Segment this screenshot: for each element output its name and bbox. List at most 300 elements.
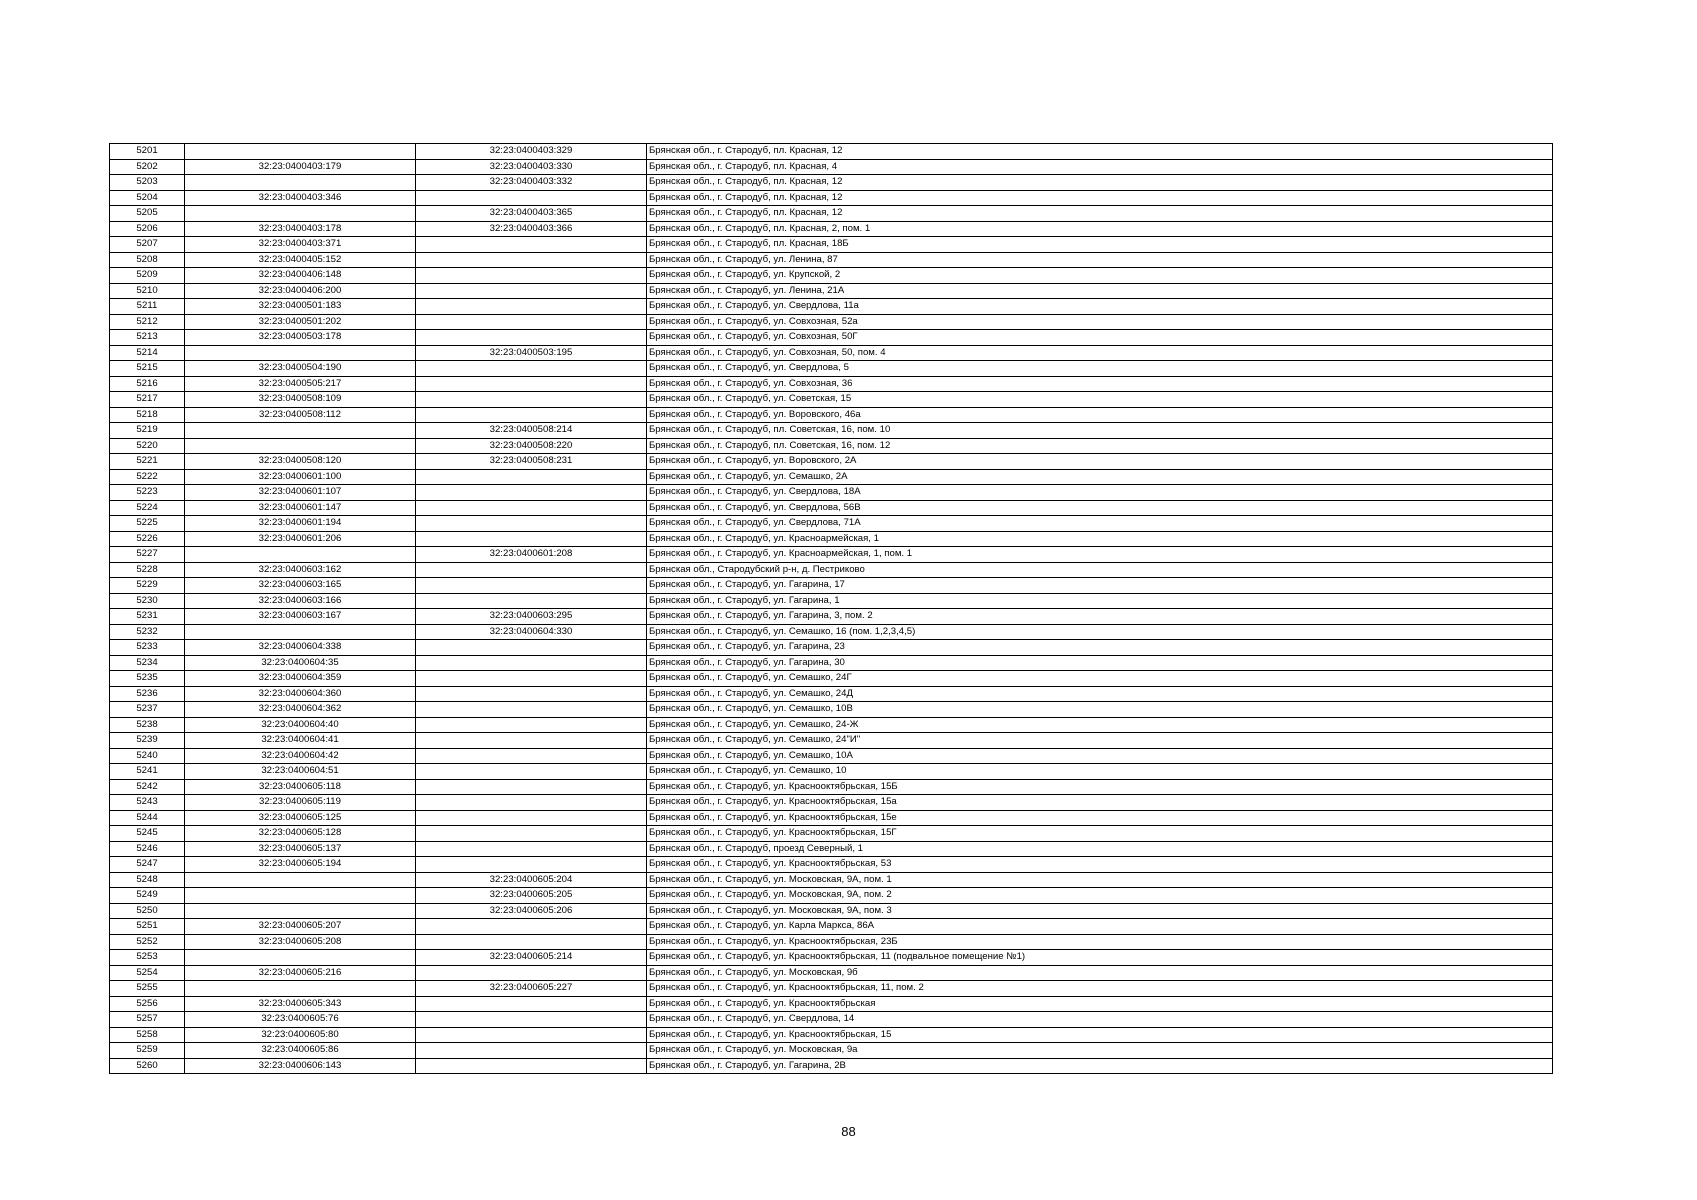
address-cell: Брянская обл., г. Стародуб, ул. Краснооктябрьская, 15Б [647, 779, 1553, 795]
land-cadastral-number-cell [185, 423, 416, 439]
row-number-cell: 5216 [110, 376, 185, 392]
address-cell: Брянская обл., г. Стародуб, ул. Карла Маркса, 86А [647, 919, 1553, 935]
row-number-cell: 5251 [110, 919, 185, 935]
building-cadastral-number-cell [416, 376, 647, 392]
row-number-cell: 5248 [110, 872, 185, 888]
row-number-cell: 5219 [110, 423, 185, 439]
table-row [110, 981, 1553, 997]
address-cell: Брянская обл., г. Стародуб, ул. Семашко, 16 (пом. 1,2,3,4,5) [647, 624, 1553, 640]
row-number-cell: 5203 [110, 175, 185, 191]
land-cadastral-number-cell [185, 888, 416, 904]
building-cadastral-number-cell: 32:23:0400508:220 [416, 438, 647, 454]
page-number: 88 [841, 1124, 856, 1139]
building-cadastral-number-cell [416, 268, 647, 284]
land-cadastral-number-cell: 32:23:0400601:147 [185, 500, 416, 516]
row-number-cell: 5217 [110, 392, 185, 408]
table-row [110, 547, 1553, 563]
row-number-cell: 5233 [110, 640, 185, 656]
address-cell: Брянская обл., г. Стародуб, ул. Семашко, 24-Ж [647, 717, 1553, 733]
row-number-cell: 5243 [110, 795, 185, 811]
land-cadastral-number-cell [185, 872, 416, 888]
address-cell: Брянская обл., г. Стародуб, ул. Московская, 9А, пом. 3 [647, 903, 1553, 919]
address-cell: Брянская обл., г. Стародуб, пл. Советская, 16, пом. 10 [647, 423, 1553, 439]
row-number-cell: 5208 [110, 252, 185, 268]
building-cadastral-number-cell: 32:23:0400605:205 [416, 888, 647, 904]
row-number-cell: 5247 [110, 857, 185, 873]
table-row [110, 345, 1553, 361]
table-row [110, 159, 1553, 175]
building-cadastral-number-cell [416, 733, 647, 749]
building-cadastral-number-cell [416, 314, 647, 330]
land-cadastral-number-cell: 32:23:0400605:207 [185, 919, 416, 935]
row-number-cell: 5239 [110, 733, 185, 749]
address-cell: Брянская обл., г. Стародуб, пл. Красная, 12 [647, 175, 1553, 191]
table-row [110, 841, 1553, 857]
land-cadastral-number-cell: 32:23:0400403:371 [185, 237, 416, 253]
land-cadastral-number-cell: 32:23:0400508:109 [185, 392, 416, 408]
building-cadastral-number-cell: 32:23:0400601:208 [416, 547, 647, 563]
building-cadastral-number-cell [416, 810, 647, 826]
land-cadastral-number-cell [185, 438, 416, 454]
land-cadastral-number-cell: 32:23:0400605:208 [185, 934, 416, 950]
land-cadastral-number-cell: 32:23:0400604:41 [185, 733, 416, 749]
building-cadastral-number-cell [416, 531, 647, 547]
row-number-cell: 5209 [110, 268, 185, 284]
building-cadastral-number-cell [416, 283, 647, 299]
row-number-cell: 5213 [110, 330, 185, 346]
building-cadastral-number-cell: 32:23:0400403:329 [416, 144, 647, 160]
address-cell: Брянская обл., г. Стародуб, ул. Семашко, 24Д [647, 686, 1553, 702]
table-row [110, 671, 1553, 687]
address-cell: Брянская обл., г. Стародуб, пл. Красная, 18Б [647, 237, 1553, 253]
building-cadastral-number-cell [416, 686, 647, 702]
table-row [110, 1027, 1553, 1043]
table-row [110, 609, 1553, 625]
row-number-cell: 5207 [110, 237, 185, 253]
land-cadastral-number-cell: 32:23:0400501:183 [185, 299, 416, 315]
address-cell: Брянская обл., г. Стародуб, ул. Семашко, 24"И" [647, 733, 1553, 749]
land-cadastral-number-cell: 32:23:0400508:112 [185, 407, 416, 423]
row-number-cell: 5214 [110, 345, 185, 361]
table-row [110, 857, 1553, 873]
row-number-cell: 5228 [110, 562, 185, 578]
land-cadastral-number-cell: 32:23:0400601:107 [185, 485, 416, 501]
row-number-cell: 5234 [110, 655, 185, 671]
building-cadastral-number-cell [416, 671, 647, 687]
address-cell: Брянская обл., г. Стародуб, ул. Краснооктябрьская, 11, пом. 2 [647, 981, 1553, 997]
land-cadastral-number-cell [185, 175, 416, 191]
table-row [110, 485, 1553, 501]
address-cell: Брянская обл., г. Стародуб, ул. Краснооктябрьская, 15 [647, 1027, 1553, 1043]
land-cadastral-number-cell [185, 950, 416, 966]
table-row [110, 407, 1553, 423]
building-cadastral-number-cell [416, 748, 647, 764]
table-row [110, 934, 1553, 950]
land-cadastral-number-cell: 32:23:0400503:178 [185, 330, 416, 346]
address-cell: Брянская обл., г. Стародуб, ул. Свердлова, 11а [647, 299, 1553, 315]
address-cell: Брянская обл., г. Стародуб, ул. Совхозная, 36 [647, 376, 1553, 392]
row-number-cell: 5205 [110, 206, 185, 222]
building-cadastral-number-cell [416, 934, 647, 950]
address-cell: Брянская обл., г. Стародуб, ул. Ленина, 21А [647, 283, 1553, 299]
building-cadastral-number-cell [416, 330, 647, 346]
row-number-cell: 5204 [110, 190, 185, 206]
address-cell: Брянская обл., г. Стародуб, ул. Свердлова, 5 [647, 361, 1553, 377]
table-row [110, 655, 1553, 671]
table-row [110, 376, 1553, 392]
table-row [110, 872, 1553, 888]
building-cadastral-number-cell [416, 826, 647, 842]
table-row [110, 330, 1553, 346]
table-row [110, 919, 1553, 935]
table-row [110, 795, 1553, 811]
building-cadastral-number-cell [416, 190, 647, 206]
land-cadastral-number-cell [185, 144, 416, 160]
building-cadastral-number-cell: 32:23:0400403:365 [416, 206, 647, 222]
land-cadastral-number-cell: 32:23:0400505:217 [185, 376, 416, 392]
table-row [110, 764, 1553, 780]
table-row [110, 562, 1553, 578]
address-cell: Брянская обл., г. Стародуб, ул. Краснооктябрьская, 15а [647, 795, 1553, 811]
table-row [110, 252, 1553, 268]
land-cadastral-number-cell: 32:23:0400403:346 [185, 190, 416, 206]
table-row [110, 810, 1553, 826]
building-cadastral-number-cell [416, 237, 647, 253]
address-cell: Брянская обл., г. Стародуб, ул. Краснооктябрьская, 15е [647, 810, 1553, 826]
building-cadastral-number-cell [416, 1012, 647, 1028]
land-cadastral-number-cell [185, 903, 416, 919]
land-cadastral-number-cell: 32:23:0400605:194 [185, 857, 416, 873]
land-cadastral-number-cell: 32:23:0400605:125 [185, 810, 416, 826]
table-row [110, 392, 1553, 408]
land-cadastral-number-cell: 32:23:0400601:194 [185, 516, 416, 532]
address-cell: Брянская обл., г. Стародуб, ул. Московская, 9А, пом. 1 [647, 872, 1553, 888]
land-cadastral-number-cell: 32:23:0400601:100 [185, 469, 416, 485]
building-cadastral-number-cell [416, 516, 647, 532]
building-cadastral-number-cell [416, 252, 647, 268]
address-cell: Брянская обл., г. Стародуб, ул. Красноармейская, 1, пом. 1 [647, 547, 1553, 563]
table-row [110, 624, 1553, 640]
building-cadastral-number-cell [416, 485, 647, 501]
address-cell: Брянская обл., г. Стародуб, ул. Гагарина, 3, пом. 2 [647, 609, 1553, 625]
land-cadastral-number-cell: 32:23:0400604:40 [185, 717, 416, 733]
address-cell: Брянская обл., г. Стародуб, проезд Северный, 1 [647, 841, 1553, 857]
table-row [110, 268, 1553, 284]
table-row [110, 686, 1553, 702]
table-row [110, 996, 1553, 1012]
row-number-cell: 5242 [110, 779, 185, 795]
land-cadastral-number-cell: 32:23:0400508:120 [185, 454, 416, 470]
row-number-cell: 5220 [110, 438, 185, 454]
address-cell: Брянская обл., г. Стародуб, пл. Красная, 2, пом. 1 [647, 221, 1553, 237]
address-cell: Брянская обл., г. Стародуб, пл. Советская, 16, пом. 12 [647, 438, 1553, 454]
address-cell: Брянская обл., г. Стародуб, ул. Совхозная, 52а [647, 314, 1553, 330]
row-number-cell: 5257 [110, 1012, 185, 1028]
address-cell: Брянская обл., г. Стародуб, пл. Красная, 12 [647, 144, 1553, 160]
building-cadastral-number-cell [416, 407, 647, 423]
table-row [110, 965, 1553, 981]
address-cell: Брянская обл., г. Стародуб, ул. Свердлова, 18А [647, 485, 1553, 501]
land-cadastral-number-cell [185, 547, 416, 563]
building-cadastral-number-cell [416, 965, 647, 981]
building-cadastral-number-cell [416, 361, 647, 377]
land-cadastral-number-cell: 32:23:0400403:178 [185, 221, 416, 237]
land-cadastral-number-cell: 32:23:0400605:118 [185, 779, 416, 795]
address-cell: Брянская обл., г. Стародуб, ул. Краснооктябрьская, 53 [647, 857, 1553, 873]
table-row [110, 702, 1553, 718]
row-number-cell: 5221 [110, 454, 185, 470]
address-cell: Брянская обл., г. Стародуб, ул. Семашко, 10 [647, 764, 1553, 780]
building-cadastral-number-cell: 32:23:0400503:195 [416, 345, 647, 361]
address-cell: Брянская обл., г. Стародуб, ул. Московская, 9А, пом. 2 [647, 888, 1553, 904]
address-cell: Брянская обл., г. Стародуб, ул. Семашко, 10В [647, 702, 1553, 718]
land-cadastral-number-cell [185, 206, 416, 222]
building-cadastral-number-cell [416, 795, 647, 811]
row-number-cell: 5256 [110, 996, 185, 1012]
building-cadastral-number-cell [416, 764, 647, 780]
building-cadastral-number-cell [416, 919, 647, 935]
building-cadastral-number-cell [416, 1043, 647, 1059]
table-row [110, 361, 1553, 377]
building-cadastral-number-cell: 32:23:0400605:214 [416, 950, 647, 966]
address-cell: Брянская обл., г. Стародуб, ул. Гагарина, 1 [647, 593, 1553, 609]
building-cadastral-number-cell [416, 702, 647, 718]
building-cadastral-number-cell [416, 857, 647, 873]
row-number-cell: 5210 [110, 283, 185, 299]
land-cadastral-number-cell: 32:23:0400605:119 [185, 795, 416, 811]
land-cadastral-number-cell: 32:23:0400606:143 [185, 1058, 416, 1074]
table-row [110, 237, 1553, 253]
building-cadastral-number-cell [416, 841, 647, 857]
table-row [110, 1043, 1553, 1059]
land-cadastral-number-cell: 32:23:0400603:166 [185, 593, 416, 609]
table-row [110, 283, 1553, 299]
land-cadastral-number-cell [185, 981, 416, 997]
building-cadastral-number-cell [416, 578, 647, 594]
address-cell: Брянская обл., г. Стародуб, ул. Семашко, 24Г [647, 671, 1553, 687]
building-cadastral-number-cell [416, 500, 647, 516]
row-number-cell: 5229 [110, 578, 185, 594]
row-number-cell: 5240 [110, 748, 185, 764]
address-cell: Брянская обл., г. Стародуб, ул. Советская, 15 [647, 392, 1553, 408]
land-cadastral-number-cell: 32:23:0400501:202 [185, 314, 416, 330]
land-cadastral-number-cell: 32:23:0400605:343 [185, 996, 416, 1012]
land-cadastral-number-cell: 32:23:0400603:165 [185, 578, 416, 594]
address-cell: Брянская обл., г. Стародуб, ул. Краснооктябрьская, 15Г [647, 826, 1553, 842]
table-row [110, 1058, 1553, 1074]
building-cadastral-number-cell [416, 1027, 647, 1043]
table-row [110, 733, 1553, 749]
building-cadastral-number-cell: 32:23:0400603:295 [416, 609, 647, 625]
land-cadastral-number-cell: 32:23:0400604:338 [185, 640, 416, 656]
row-number-cell: 5212 [110, 314, 185, 330]
address-cell: Брянская обл., г. Стародуб, ул. Краснооктябрьская, 23Б [647, 934, 1553, 950]
building-cadastral-number-cell [416, 593, 647, 609]
row-number-cell: 5255 [110, 981, 185, 997]
table-row [110, 438, 1553, 454]
land-cadastral-number-cell: 32:23:0400405:152 [185, 252, 416, 268]
building-cadastral-number-cell [416, 469, 647, 485]
address-cell: Брянская обл., г. Стародуб, ул. Воровского, 46а [647, 407, 1553, 423]
row-number-cell: 5226 [110, 531, 185, 547]
address-cell: Брянская обл., г. Стародуб, пл. Красная, 12 [647, 206, 1553, 222]
row-number-cell: 5236 [110, 686, 185, 702]
row-number-cell: 5224 [110, 500, 185, 516]
table-row [110, 144, 1553, 160]
land-cadastral-number-cell: 32:23:0400605:137 [185, 841, 416, 857]
row-number-cell: 5225 [110, 516, 185, 532]
row-number-cell: 5258 [110, 1027, 185, 1043]
land-cadastral-number-cell: 32:23:0400601:206 [185, 531, 416, 547]
row-number-cell: 5253 [110, 950, 185, 966]
address-cell: Брянская обл., г. Стародуб, ул. Московская, 9а [647, 1043, 1553, 1059]
row-number-cell: 5249 [110, 888, 185, 904]
table-row [110, 950, 1553, 966]
land-cadastral-number-cell: 32:23:0400603:167 [185, 609, 416, 625]
building-cadastral-number-cell: 32:23:0400605:206 [416, 903, 647, 919]
address-cell: Брянская обл., г. Стародуб, ул. Семашко, 10А [647, 748, 1553, 764]
row-number-cell: 5254 [110, 965, 185, 981]
row-number-cell: 5241 [110, 764, 185, 780]
address-cell: Брянская обл., г. Стародуб, ул. Свердлова, 71А [647, 516, 1553, 532]
land-cadastral-number-cell: 32:23:0400604:42 [185, 748, 416, 764]
table-row [110, 578, 1553, 594]
address-cell: Брянская обл., г. Стародуб, ул. Краснооктябрьская [647, 996, 1553, 1012]
table-row [110, 1012, 1553, 1028]
row-number-cell: 5215 [110, 361, 185, 377]
land-cadastral-number-cell: 32:23:0400403:179 [185, 159, 416, 175]
row-number-cell: 5260 [110, 1058, 185, 1074]
table-row [110, 500, 1553, 516]
row-number-cell: 5232 [110, 624, 185, 640]
building-cadastral-number-cell [416, 1058, 647, 1074]
address-cell: Брянская обл., Стародубский р-н, д. Пестриково [647, 562, 1553, 578]
row-number-cell: 5201 [110, 144, 185, 160]
land-cadastral-number-cell: 32:23:0400406:200 [185, 283, 416, 299]
address-cell: Брянская обл., г. Стародуб, ул. Свердлова, 56В [647, 500, 1553, 516]
building-cadastral-number-cell: 32:23:0400508:231 [416, 454, 647, 470]
table-row [110, 175, 1553, 191]
building-cadastral-number-cell [416, 717, 647, 733]
land-cadastral-number-cell: 32:23:0400605:86 [185, 1043, 416, 1059]
row-number-cell: 5230 [110, 593, 185, 609]
address-cell: Брянская обл., г. Стародуб, ул. Гагарина, 30 [647, 655, 1553, 671]
address-cell: Брянская обл., г. Стародуб, ул. Краснооктябрьская, 11 (подвальное помещение №1) [647, 950, 1553, 966]
row-number-cell: 5252 [110, 934, 185, 950]
address-cell: Брянская обл., г. Стародуб, ул. Крупской, 2 [647, 268, 1553, 284]
table-row [110, 826, 1553, 842]
land-cadastral-number-cell: 32:23:0400406:148 [185, 268, 416, 284]
building-cadastral-number-cell [416, 392, 647, 408]
row-number-cell: 5206 [110, 221, 185, 237]
table-row [110, 454, 1553, 470]
address-cell: Брянская обл., г. Стародуб, ул. Московская, 9б [647, 965, 1553, 981]
land-cadastral-number-cell [185, 345, 416, 361]
land-cadastral-number-cell: 32:23:0400605:76 [185, 1012, 416, 1028]
table-row [110, 717, 1553, 733]
row-number-cell: 5227 [110, 547, 185, 563]
row-number-cell: 5231 [110, 609, 185, 625]
row-number-cell: 5218 [110, 407, 185, 423]
land-cadastral-number-cell: 32:23:0400605:80 [185, 1027, 416, 1043]
row-number-cell: 5246 [110, 841, 185, 857]
address-cell: Брянская обл., г. Стародуб, ул. Гагарина, 23 [647, 640, 1553, 656]
registry-table-body [110, 144, 1553, 1074]
row-number-cell: 5244 [110, 810, 185, 826]
address-cell: Брянская обл., г. Стародуб, ул. Совхозная, 50, пом. 4 [647, 345, 1553, 361]
row-number-cell: 5211 [110, 299, 185, 315]
table-row [110, 779, 1553, 795]
address-cell: Брянская обл., г. Стародуб, ул. Свердлова, 14 [647, 1012, 1553, 1028]
address-cell: Брянская обл., г. Стародуб, пл. Красная, 4 [647, 159, 1553, 175]
building-cadastral-number-cell [416, 779, 647, 795]
address-cell: Брянская обл., г. Стародуб, ул. Воровского, 2А [647, 454, 1553, 470]
table-row [110, 299, 1553, 315]
land-cadastral-number-cell: 32:23:0400605:128 [185, 826, 416, 842]
land-cadastral-number-cell: 32:23:0400605:216 [185, 965, 416, 981]
land-cadastral-number-cell: 32:23:0400603:162 [185, 562, 416, 578]
building-cadastral-number-cell: 32:23:0400403:366 [416, 221, 647, 237]
table-row [110, 531, 1553, 547]
table-row [110, 748, 1553, 764]
building-cadastral-number-cell: 32:23:0400605:227 [416, 981, 647, 997]
address-cell: Брянская обл., г. Стародуб, ул. Красноармейская, 1 [647, 531, 1553, 547]
land-cadastral-number-cell [185, 624, 416, 640]
table-row [110, 423, 1553, 439]
registry-table [109, 143, 1553, 1074]
table-row [110, 903, 1553, 919]
table-row [110, 469, 1553, 485]
table-row [110, 640, 1553, 656]
land-cadastral-number-cell: 32:23:0400604:51 [185, 764, 416, 780]
table-row [110, 190, 1553, 206]
building-cadastral-number-cell [416, 299, 647, 315]
table-row [110, 516, 1553, 532]
table-row [110, 206, 1553, 222]
building-cadastral-number-cell: 32:23:0400403:332 [416, 175, 647, 191]
row-number-cell: 5250 [110, 903, 185, 919]
table-row [110, 888, 1553, 904]
building-cadastral-number-cell: 32:23:0400508:214 [416, 423, 647, 439]
address-cell: Брянская обл., г. Стародуб, ул. Ленина, 87 [647, 252, 1553, 268]
land-cadastral-number-cell: 32:23:0400604:362 [185, 702, 416, 718]
address-cell: Брянская обл., г. Стародуб, ул. Семашко, 2А [647, 469, 1553, 485]
row-number-cell: 5245 [110, 826, 185, 842]
table-row [110, 314, 1553, 330]
row-number-cell: 5259 [110, 1043, 185, 1059]
row-number-cell: 5222 [110, 469, 185, 485]
table-row [110, 221, 1553, 237]
row-number-cell: 5237 [110, 702, 185, 718]
address-cell: Брянская обл., г. Стародуб, ул. Совхозная, 50Г [647, 330, 1553, 346]
building-cadastral-number-cell [416, 996, 647, 1012]
land-cadastral-number-cell: 32:23:0400604:359 [185, 671, 416, 687]
building-cadastral-number-cell [416, 655, 647, 671]
table-row [110, 593, 1553, 609]
address-cell: Брянская обл., г. Стародуб, ул. Гагарина, 2В [647, 1058, 1553, 1074]
row-number-cell: 5235 [110, 671, 185, 687]
building-cadastral-number-cell: 32:23:0400403:330 [416, 159, 647, 175]
row-number-cell: 5238 [110, 717, 185, 733]
address-cell: Брянская обл., г. Стародуб, ул. Гагарина, 17 [647, 578, 1553, 594]
building-cadastral-number-cell: 32:23:0400605:204 [416, 872, 647, 888]
building-cadastral-number-cell [416, 562, 647, 578]
land-cadastral-number-cell: 32:23:0400604:35 [185, 655, 416, 671]
address-cell: Брянская обл., г. Стародуб, пл. Красная, 12 [647, 190, 1553, 206]
row-number-cell: 5223 [110, 485, 185, 501]
building-cadastral-number-cell: 32:23:0400604:330 [416, 624, 647, 640]
land-cadastral-number-cell: 32:23:0400604:360 [185, 686, 416, 702]
